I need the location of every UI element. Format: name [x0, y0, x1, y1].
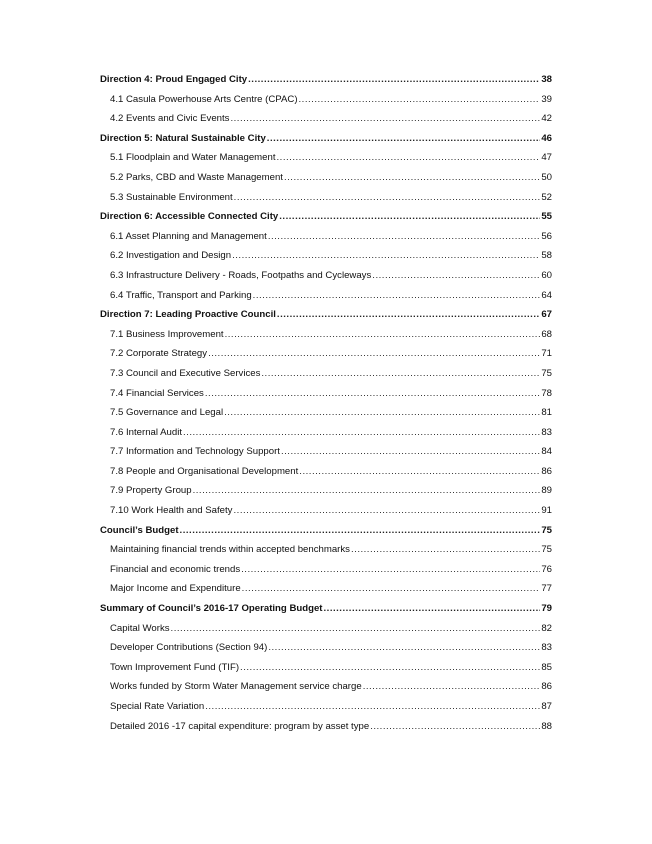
toc-entry-page-number: 68 — [541, 328, 552, 340]
toc-entry-title: Town Improvement Fund (TIF) — [110, 661, 240, 673]
toc-dot-leader — [363, 677, 541, 697]
toc-dot-leader — [253, 286, 541, 306]
toc-dot-leader — [370, 717, 540, 737]
toc-subsection-entry[interactable] — [100, 501, 552, 521]
toc-entry-title: 7.9 Property Group — [110, 485, 192, 497]
toc-entry-page-number: 86 — [541, 465, 552, 477]
toc-entry-title: 5.1 Floodplain and Water Management — [110, 152, 276, 164]
toc-dot-leader — [277, 305, 540, 325]
toc-entry-title: Direction 6: Accessible Connected City — [100, 211, 279, 223]
toc-entry-page-number: 55 — [541, 211, 552, 223]
toc-subsection-entry[interactable] — [100, 560, 552, 580]
toc-entry-title: 5.2 Parks, CBD and Waste Management — [110, 171, 283, 183]
toc-section-entry[interactable] — [100, 129, 552, 149]
toc-entry-page-number: 83 — [541, 642, 552, 654]
toc-entry-page-number: 67 — [541, 309, 552, 321]
toc-entry-title: 7.10 Work Health and Safety — [110, 505, 233, 517]
toc-dot-leader — [234, 188, 541, 208]
toc-entry-title: Developer Contributions (Section 94) — [110, 642, 268, 654]
toc-subsection-entry[interactable] — [100, 168, 552, 188]
toc-section-entry[interactable] — [100, 521, 552, 541]
toc-dot-leader — [299, 462, 540, 482]
toc-entry-title: Major Income and Expenditure — [110, 583, 241, 595]
toc-entry-title: 7.6 Internal Audit — [110, 426, 183, 438]
toc-entry-title: 6.4 Traffic, Transport and Parking — [110, 289, 252, 301]
toc-subsection-entry[interactable] — [100, 403, 552, 423]
toc-entry-page-number: 46 — [541, 132, 552, 144]
toc-section-entry[interactable] — [100, 207, 552, 227]
toc-dot-leader — [279, 207, 540, 227]
toc-entry-title: 7.8 People and Organisational Development — [110, 465, 299, 477]
toc-dot-leader — [193, 481, 541, 501]
toc-subsection-entry[interactable] — [100, 109, 552, 129]
toc-subsection-entry[interactable] — [100, 638, 552, 658]
toc-entry-page-number: 64 — [541, 289, 552, 301]
toc-dot-leader — [248, 70, 540, 90]
toc-dot-leader — [225, 325, 541, 345]
toc-section-entry[interactable] — [100, 70, 552, 90]
toc-entry-page-number: 79 — [541, 603, 552, 615]
toc-dot-leader — [277, 148, 541, 168]
toc-entry-title: 7.1 Business Improvement — [110, 328, 224, 340]
toc-entry-page-number: 91 — [541, 505, 552, 517]
toc-subsection-entry[interactable] — [100, 717, 552, 737]
toc-subsection-entry[interactable] — [100, 462, 552, 482]
toc-subsection-entry[interactable] — [100, 697, 552, 717]
toc-entry-title: Capital Works — [110, 622, 170, 634]
toc-dot-leader — [205, 384, 540, 404]
toc-dot-leader — [205, 697, 540, 717]
toc-dot-leader — [232, 246, 540, 266]
toc-dot-leader — [267, 129, 541, 149]
toc-subsection-entry[interactable] — [100, 148, 552, 168]
toc-dot-leader — [351, 540, 540, 560]
toc-entry-page-number: 47 — [541, 152, 552, 164]
toc-entry-page-number: 50 — [541, 171, 552, 183]
toc-entry-page-number: 84 — [541, 446, 552, 458]
toc-entry-title: 7.4 Financial Services — [110, 387, 204, 399]
toc-entry-page-number: 77 — [541, 583, 552, 595]
toc-subsection-entry[interactable] — [100, 325, 552, 345]
toc-entry-page-number: 71 — [541, 348, 552, 360]
toc-entry-title: Summary of Council’s 2016-17 Operating Budget — [100, 603, 323, 615]
toc-dot-leader — [299, 90, 541, 110]
toc-subsection-entry[interactable] — [100, 442, 552, 462]
toc-entry-page-number: 60 — [541, 269, 552, 281]
toc-entry-page-number: 88 — [541, 720, 552, 732]
toc-entry-title: 6.3 Infrastructure Delivery - Roads, Footpaths and Cycleways — [110, 269, 372, 281]
toc-dot-leader — [261, 364, 540, 384]
toc-dot-leader — [242, 579, 541, 599]
toc-dot-leader — [208, 344, 540, 364]
toc-section-entry[interactable] — [100, 599, 552, 619]
toc-entry-page-number: 87 — [541, 701, 552, 712]
toc-entry-title: Special Rate Variation — [110, 701, 205, 712]
toc-entry-title: 7.2 Corporate Strategy — [110, 348, 208, 360]
toc-entry-page-number: 52 — [541, 191, 552, 203]
toc-entry-page-number: 75 — [541, 524, 552, 536]
toc-entry-page-number: 76 — [541, 563, 552, 575]
toc-dot-leader — [233, 501, 540, 521]
toc-subsection-entry[interactable] — [100, 227, 552, 247]
toc-dot-leader — [241, 560, 540, 580]
table-of-contents — [100, 70, 552, 736]
toc-subsection-entry[interactable] — [100, 90, 552, 110]
toc-entry-page-number: 82 — [541, 622, 552, 634]
toc-dot-leader — [268, 227, 541, 247]
toc-entry-page-number: 81 — [541, 407, 552, 419]
toc-subsection-entry[interactable] — [100, 481, 552, 501]
toc-entry-page-number: 83 — [541, 426, 552, 438]
toc-dot-leader — [281, 442, 540, 462]
toc-subsection-entry[interactable] — [100, 540, 552, 560]
toc-dot-leader — [268, 638, 540, 658]
toc-entry-title: 6.2 Investigation and Design — [110, 250, 232, 262]
toc-entry-title: 4.1 Casula Powerhouse Arts Centre (CPAC) — [110, 93, 298, 105]
toc-entry-title: 7.3 Council and Executive Services — [110, 367, 261, 379]
toc-dot-leader — [171, 619, 541, 639]
toc-entry-page-number: 78 — [541, 387, 552, 399]
toc-dot-leader — [240, 658, 540, 678]
toc-dot-leader — [372, 266, 540, 286]
toc-section-entry[interactable] — [100, 305, 552, 325]
toc-dot-leader — [323, 599, 540, 619]
toc-subsection-entry[interactable] — [100, 423, 552, 443]
toc-entry-title: Council’s Budget — [100, 524, 179, 536]
toc-subsection-entry[interactable] — [100, 266, 552, 286]
toc-entry-title: Detailed 2016 -17 capital expenditure: program by asset type — [110, 720, 370, 732]
toc-entry-title: 7.7 Information and Technology Support — [110, 446, 280, 458]
toc-entry-page-number: 38 — [541, 74, 552, 85]
toc-subsection-entry[interactable] — [100, 364, 552, 384]
toc-entry-page-number: 86 — [541, 681, 552, 693]
toc-entry-title: 4.2 Events and Civic Events — [110, 113, 230, 125]
toc-entry-page-number: 56 — [541, 230, 552, 242]
toc-entry-page-number: 58 — [541, 250, 552, 262]
toc-dot-leader — [183, 423, 540, 443]
toc-subsection-entry[interactable] — [100, 286, 552, 306]
toc-entry-title: 7.5 Governance and Legal — [110, 407, 224, 419]
toc-entry-title: Financial and economic trends — [110, 563, 241, 575]
toc-subsection-entry[interactable] — [100, 188, 552, 208]
toc-dot-leader — [180, 521, 541, 541]
toc-dot-leader — [284, 168, 540, 188]
toc-entry-title: Direction 4: Proud Engaged City — [100, 74, 248, 85]
toc-dot-leader — [230, 109, 540, 129]
toc-subsection-entry[interactable] — [100, 344, 552, 364]
toc-subsection-entry[interactable] — [100, 579, 552, 599]
toc-subsection-entry[interactable] — [100, 677, 552, 697]
toc-entry-title: Maintaining financial trends within accepted benchmarks — [110, 544, 350, 556]
toc-entry-page-number: 42 — [541, 113, 552, 125]
toc-entry-page-number: 85 — [541, 661, 552, 673]
toc-entry-page-number: 75 — [541, 544, 552, 556]
toc-entry-title: 6.1 Asset Planning and Management — [110, 230, 267, 242]
toc-entry-page-number: 89 — [541, 485, 552, 497]
toc-entry-title: Direction 5: Natural Sustainable City — [100, 132, 266, 144]
toc-subsection-entry[interactable] — [100, 246, 552, 266]
toc-entry-page-number: 39 — [541, 93, 552, 105]
toc-subsection-entry[interactable] — [100, 658, 552, 678]
toc-entry-title: 5.3 Sustainable Environment — [110, 191, 233, 203]
toc-subsection-entry[interactable] — [100, 619, 552, 639]
toc-entry-title: Direction 7: Leading Proactive Council — [100, 309, 276, 321]
toc-entry-title: Works funded by Storm Water Management service charge — [110, 681, 362, 693]
toc-entry-page-number: 75 — [541, 367, 552, 379]
toc-subsection-entry[interactable] — [100, 384, 552, 404]
toc-dot-leader — [224, 403, 540, 423]
